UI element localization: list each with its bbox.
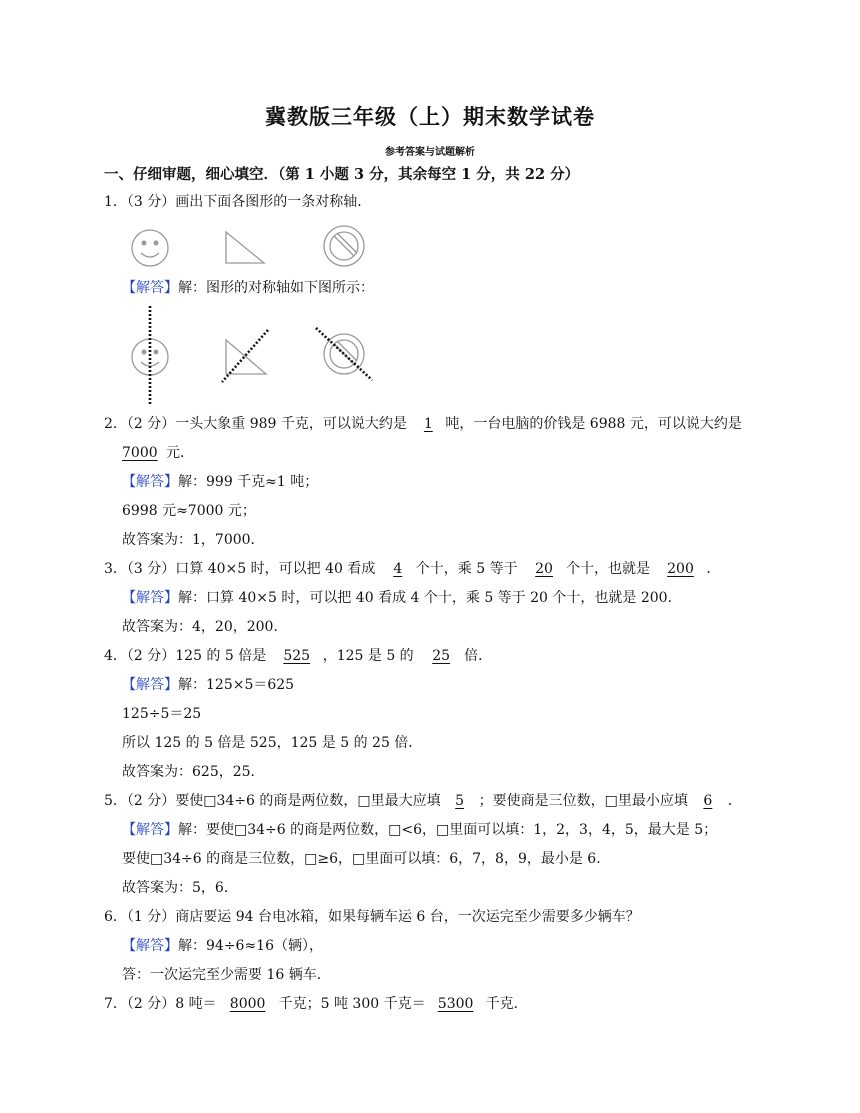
answer-blank: 6 [703,793,713,809]
answer-1-figures [120,304,390,406]
answer-3-final: 故答案为：4，20，200． [122,619,288,635]
answer-tag: 【解答】 [122,590,178,606]
question-3: 3．（3 分）口算 40×5 时，可以把 40 看成 4 个十，乘 5 等于 20 个十，也就是 200 ． [104,561,721,577]
answer-tag: 【解答】 [122,280,178,296]
answer-1: 【解答】解：图形的对称轴如下图所示： [122,280,374,296]
answer-blank: 8000 [229,996,266,1012]
section-heading: 一、仔细审题，细心填空．（第 1 小题 3 分，其余每空 1 分，共 22 分） [104,166,580,183]
prohibition-sign-icon [324,226,364,266]
answer-tag: 【解答】 [122,677,178,693]
triangle-axis-icon [222,330,268,382]
answer-5-line: 要使□34÷6 的商是三位数，□≥6，□里面可以填：6，7，8，9，最小是 6． [122,851,611,867]
answer-4-line: 125÷5＝25 [122,706,202,722]
answer-4: 【解答】解：125×5＝625 [122,677,295,693]
answer-6: 【解答】解：94÷6≈16（辆）， [122,938,323,954]
answer-blank: 5300 [437,996,474,1012]
answer-blank: 25 [432,648,451,664]
page-title: 冀教版三年级（上）期末数学试卷 [265,104,595,129]
answer-tag: 【解答】 [122,474,178,490]
question-2-cont: 7000 元． [122,445,194,461]
answer-blank: 4 [393,561,403,577]
question-2: 2．（2 分）一头大象重 989 千克，可以说大约是 1 吨，一台电脑的价钱是 6988 元，可以说大约是 [104,416,742,432]
answer-blank: 20 [535,561,553,577]
question-5: 5．（2 分）要使□34÷6 的商是两位数，□里最大应填 5 ；要使商是三位数，□里最小应填 6 ． [104,793,742,809]
answer-tag: 【解答】 [122,822,178,838]
prohibition-sign-axis-icon [316,328,372,380]
question-1: 1．（3 分）画出下面各图形的一条对称轴． [104,194,372,210]
answer-4-line: 所以 125 的 5 倍是 525，125 是 5 的 25 倍． [122,735,423,751]
answer-blank: 5 [455,793,465,809]
question-4: 4．（2 分）125 的 5 倍是 525 ，125 是 5 的 25 倍． [104,648,493,664]
answer-5-final: 故答案为：5，6． [122,880,238,896]
page-subtitle: 参考答案与试题解析 [385,147,475,158]
smiley-face-icon [132,230,168,266]
question-6: 6．（1 分）商店要运 94 台电冰箱，如果每辆车运 6 台，一次运完至少需要多少辆车？ [104,909,640,925]
answer-4-final: 故答案为：625，25． [122,764,265,780]
answer-3: 【解答】解：口算 40×5 时，可以把 40 看成 4 个十，乘 5 等于 20 个十，也就是 200． [122,590,682,606]
question-7: 7．（2 分）8 吨＝ 8000 千克；5 吨 300 千克＝ 5300 千克． [104,996,528,1012]
smiley-face-axis-icon [132,306,168,404]
right-triangle-icon [226,232,264,263]
answer-blank: 200 [667,561,694,577]
answer-2: 【解答】解：999 千克≈1 吨； [122,474,319,490]
answer-2-line: 6998 元≈7000 元； [122,503,256,519]
answer-tag: 【解答】 [122,938,178,954]
answer-blank: 525 [283,648,311,664]
answer-5: 【解答】解：要使□34÷6 的商是两位数，□<6，□里面可以填：1，2，3，4，5，最大是 5； [122,822,718,838]
answer-6-final: 答：一次运完至少需要 16 辆车． [122,967,331,983]
question-1-figures [120,222,380,272]
answer-2-final: 故答案为：1，7000． [122,532,265,548]
answer-blank: 1 [423,416,433,432]
answer-blank: 7000 [122,445,158,461]
